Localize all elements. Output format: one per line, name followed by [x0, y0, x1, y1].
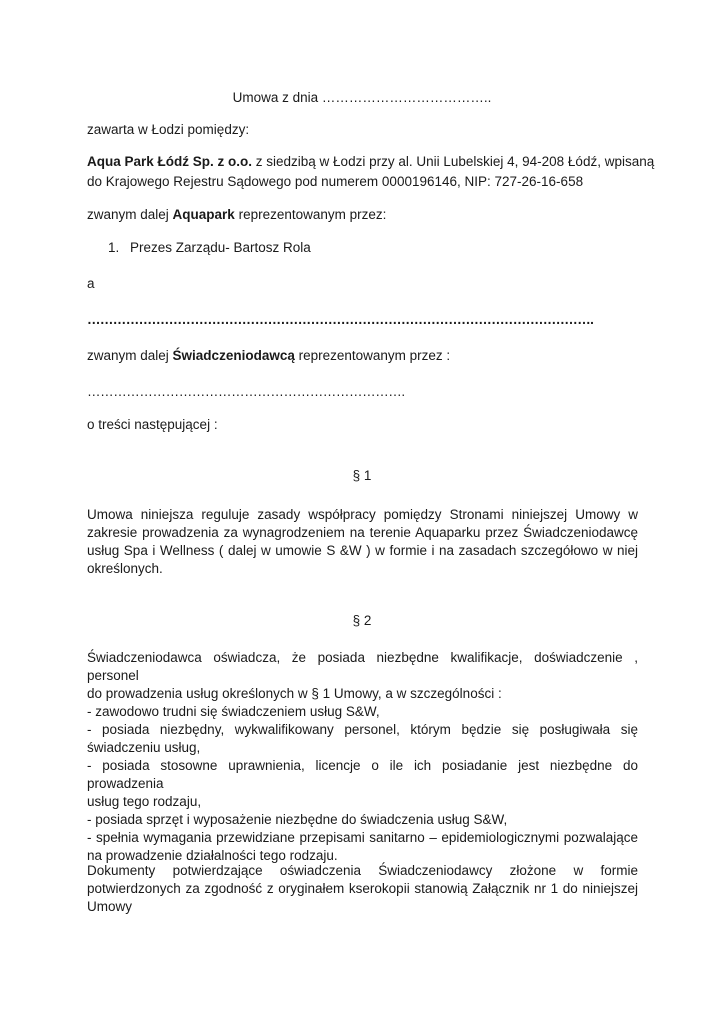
conjunction-text: a: [87, 276, 95, 291]
section-2-closing: [87, 862, 638, 916]
paragraph-line: zakresie prowadzenia za wynagrodzeniem na terenie Aquaparku przez Świadczeniodawcę: [87, 525, 638, 540]
party1-called-name: Aquapark: [172, 207, 235, 222]
party1-called-suffix: reprezentowanym przez:: [234, 207, 387, 222]
party1-address-line2: do Krajowego Rejestru Sądowego pod numerem 0000196146, NIP: 727-26-16-658: [87, 174, 584, 189]
list-line: - posiada niezbędny, wykwalifikowany personel, którym będzie się posługiwała się: [87, 722, 638, 737]
party1-called: [87, 206, 386, 224]
paragraph-line: usług Spa i Wellness ( dalej w umowie S &W ) w formie i na zasadach szczegółowo w niej: [87, 543, 638, 558]
section-2-paragraph: [87, 649, 638, 703]
party1-name: Aqua Park Łódź Sp. z o.o.: [87, 154, 253, 169]
party2-called-prefix: zwanym dalej: [87, 348, 173, 363]
section-2-list: [87, 703, 638, 865]
closing-line: Umowy: [87, 899, 133, 914]
list-line: - posiada stosowne uprawnienia, licencje o ile ich posiadanie jest niezbędne do prowadzenia: [87, 758, 638, 791]
representative-item: [108, 239, 311, 257]
representative-text: Prezes Zarządu- Bartosz Rola: [130, 240, 311, 255]
party1-called-prefix: zwanym dalej: [87, 207, 173, 222]
section-1-heading: § 1: [352, 468, 372, 483]
party2-representative-placeholder: ……………………………………………………………….: [87, 384, 405, 399]
paragraph-line: Świadczeniodawca oświadcza, że posiada niezbędne kwalifikacje, doświadczenie , personel: [87, 650, 638, 683]
party2-called-name: Świadczeniodawcą: [172, 348, 295, 363]
paragraph-line: określonych.: [87, 561, 163, 576]
representative-number: 1.: [108, 240, 120, 255]
party1-address-line1: z siedzibą w Łodzi przy al. Unii Lubelskiej 4, 94-208 Łódź, wpisaną: [252, 154, 655, 169]
party2-name-placeholder: ……………………………………………………………………………………………………….: [87, 312, 594, 327]
list-line: - zawodowo trudni się świadczeniem usług S&W,: [87, 704, 380, 719]
party1-line1: [87, 153, 654, 171]
list-line: na prowadzenie działalności tego rodzaju.: [87, 848, 338, 863]
concluded-in-text: zawarta w Łodzi pomiędzy:: [87, 122, 250, 137]
content-intro-text: o treści następującej :: [87, 417, 218, 432]
list-line: usług tego rodzaju,: [87, 794, 202, 809]
paragraph-line: Umowa niniejsza reguluje zasady współpracy pomiędzy Stronami niniejszej Umowy w: [87, 507, 638, 522]
list-line: - posiada sprzęt i wyposażenie niezbędne do świadczenia usług S&W,: [87, 812, 508, 827]
party2-called-suffix: reprezentowanym przez :: [294, 348, 451, 363]
party2-called: [87, 347, 450, 365]
document-title: Umowa z dnia ………………………………..: [232, 90, 492, 105]
list-line: - spełnia wymagania przewidziane przepisami sanitarno – epidemiologicznymi pozwalające: [87, 830, 638, 845]
paragraph-line: do prowadzenia usług określonych w § 1 Umowy, a w szczególności :: [87, 686, 502, 701]
section-1-paragraph: [87, 506, 638, 578]
closing-line: potwierdzonych za zgodność z oryginałem kserokopii stanowią Załącznik nr 1 do niniejszej: [87, 881, 638, 896]
section-2-heading: § 2: [352, 613, 372, 628]
list-line: świadczeniu usług,: [87, 740, 201, 755]
closing-line: Dokumenty potwierdzające oświadczenia Świadczeniodawcy złożone w formie: [87, 863, 638, 878]
